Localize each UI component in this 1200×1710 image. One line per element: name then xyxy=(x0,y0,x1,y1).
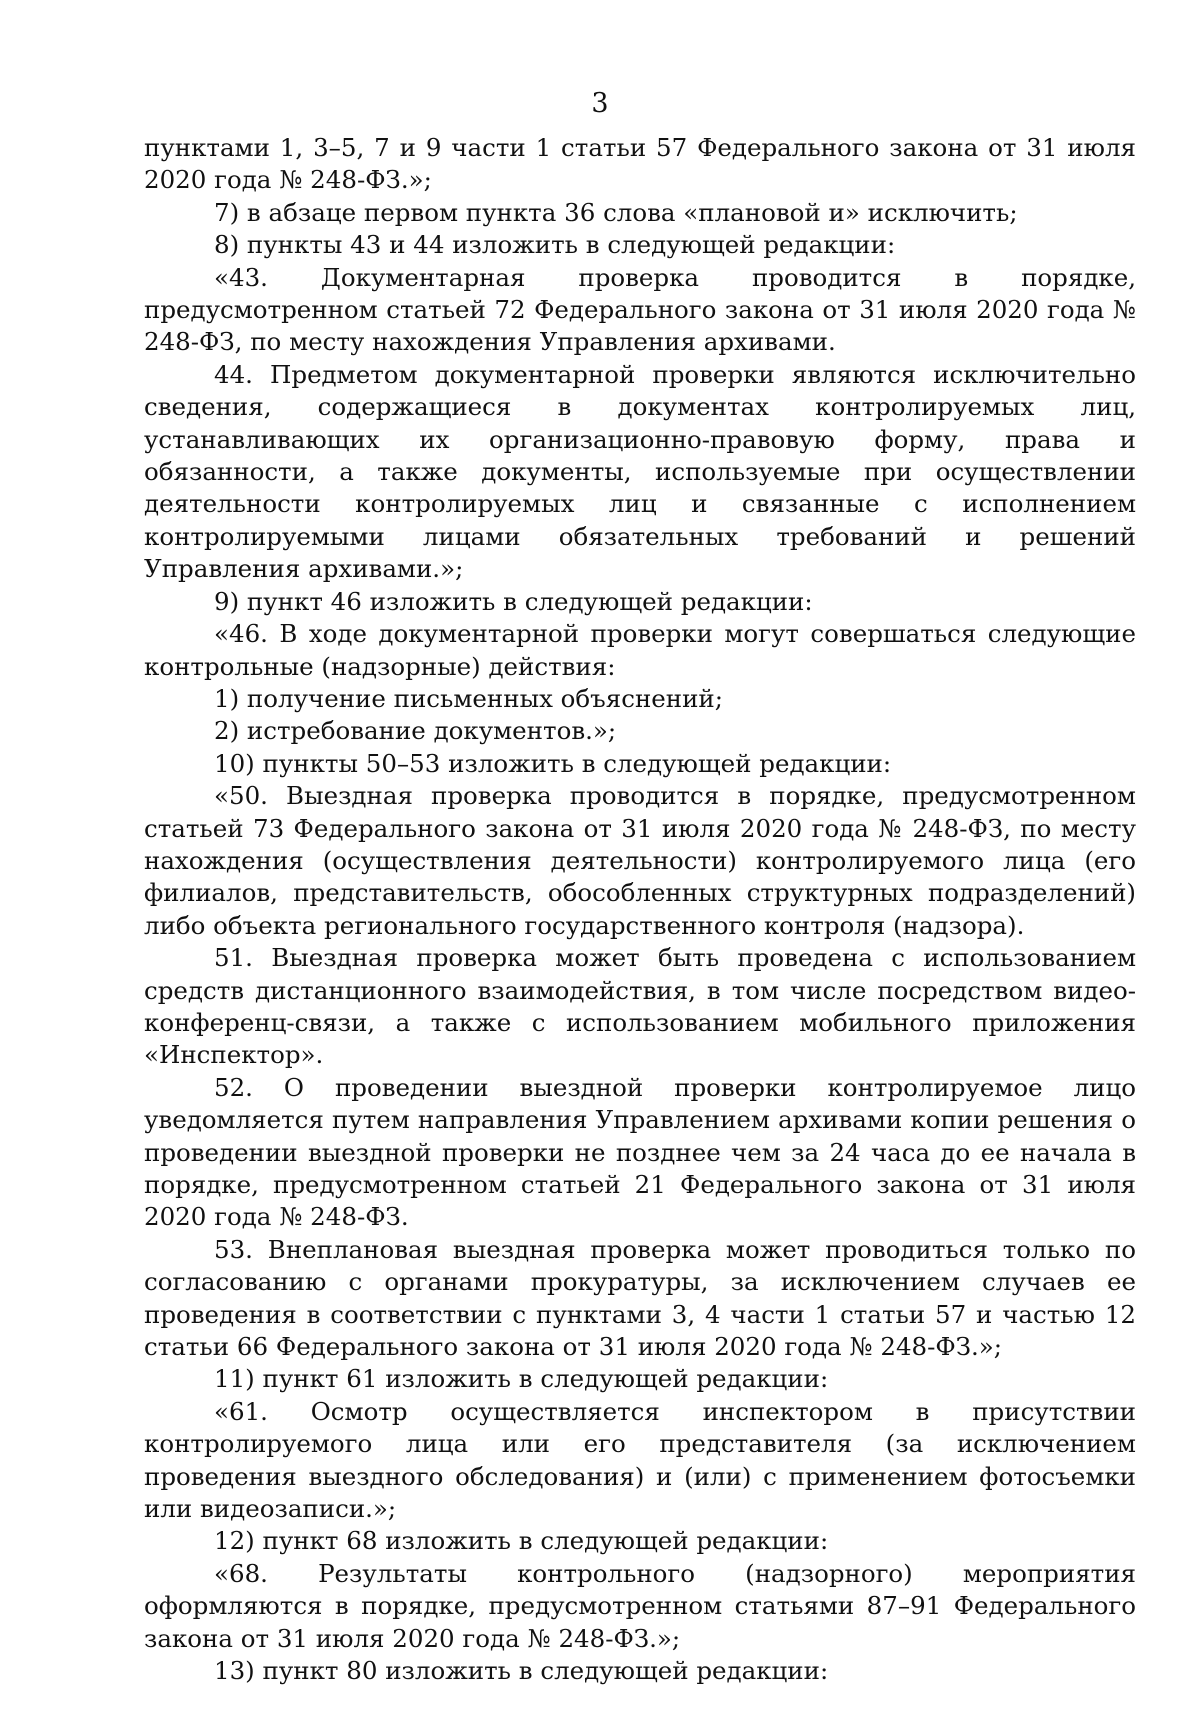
paragraph-subitem-1: 1) получение письменных объяснений; xyxy=(214,683,724,713)
page-number: 3 xyxy=(591,88,609,119)
paragraph-clause-44: 44. Предметом документарной проверки являются исключительно сведения, содержащиеся в документах контролируемых лиц, устанавливающих их организационно-правовую форму, права и обязанности, а также документы, используемые при осуществлении деятельности контролируемых лиц и связанные с исполнением контролируемыми лицами обязательных требований и решений Управления архивами.»; xyxy=(144,359,1136,584)
paragraph-subitem-2: 2) истребование документов.»; xyxy=(214,716,617,746)
paragraph-item-7: 7) в абзаце первом пункта 36 слова «плановой и» исключить; xyxy=(214,197,1018,227)
paragraph-continuation: пунктами 1, 3–5, 7 и 9 части 1 статьи 57 Федерального закона от 31 июля 2020 года № 248-ФЗ.»; xyxy=(144,133,1136,195)
paragraph-clause-68: «68. Результаты контрольного (надзорного) мероприятия оформляются в порядке, предусмотренном статьями 87–91 Федерального закона от 31 июля 2020 года № 248-ФЗ.»; xyxy=(144,1558,1136,1653)
paragraph-item-9: 9) пункт 46 изложить в следующей редакции: xyxy=(214,586,813,616)
paragraph-clause-53: 53. Внеплановая выездная проверка может проводиться только по согласованию с органами прокуратуры, за исключением случаев ее проведения в соответствии с пунктами 3, 4 части 1 статьи 57 и частью 12 статьи 66 Федерального закона от 31 июля 2020 года № 248-ФЗ.»; xyxy=(144,1234,1136,1362)
paragraph-clause-52: 52. О проведении выездной проверки контролируемое лицо уведомляется путем направления Управлением архивами копии решения о проведении выездной проверки не позднее чем за 24 часа до ее начала в порядке, предусмотренном статьей 21 Федерального закона от 31 июля 2020 года № 248-ФЗ. xyxy=(144,1072,1136,1232)
document-body xyxy=(144,132,1136,1688)
paragraph-clause-43: «43. Документарная проверка проводится в порядке, предусмотренном статьей 72 Федерального закона от 31 июля 2020 года № 248-ФЗ, по месту нахождения Управления архивами. xyxy=(144,262,1136,357)
paragraph-clause-61: «61. Осмотр осуществляется инспектором в присутствии контролируемого лица или его представителя (за исключением проведения выездного обследования) и (или) с применением фотосъемки или видеозаписи.»; xyxy=(144,1396,1136,1524)
paragraph-item-10: 10) пункты 50–53 изложить в следующей редакции: xyxy=(214,748,892,778)
paragraph-item-8: 8) пункты 43 и 44 изложить в следующей редакции: xyxy=(214,230,896,260)
paragraph-item-11: 11) пункт 61 изложить в следующей редакции: xyxy=(214,1364,829,1394)
paragraph-clause-46: «46. В ходе документарной проверки могут совершаться следующие контрольные (надзорные) действия: xyxy=(144,619,1136,681)
paragraph-clause-51: 51. Выездная проверка может быть проведена с использованием средств дистанционного взаимодействия, в том числе посредством видео-конференц-связи, а также с использованием мобильного приложения «Инспектор». xyxy=(144,943,1136,1070)
paragraph-item-12: 12) пункт 68 изложить в следующей редакции: xyxy=(214,1526,829,1556)
paragraph-item-13: 13) пункт 80 изложить в следующей редакции: xyxy=(214,1656,829,1686)
paragraph-clause-50: «50. Выездная проверка проводится в порядке, предусмотренном статьей 73 Федерального закона от 31 июля 2020 года № 248-ФЗ, по месту нахождения (осуществления деятельности) контролируемого лица (его филиалов, представительств, обособленных структурных подразделений) либо объекта регионального государственного контроля (надзора). xyxy=(144,781,1136,940)
